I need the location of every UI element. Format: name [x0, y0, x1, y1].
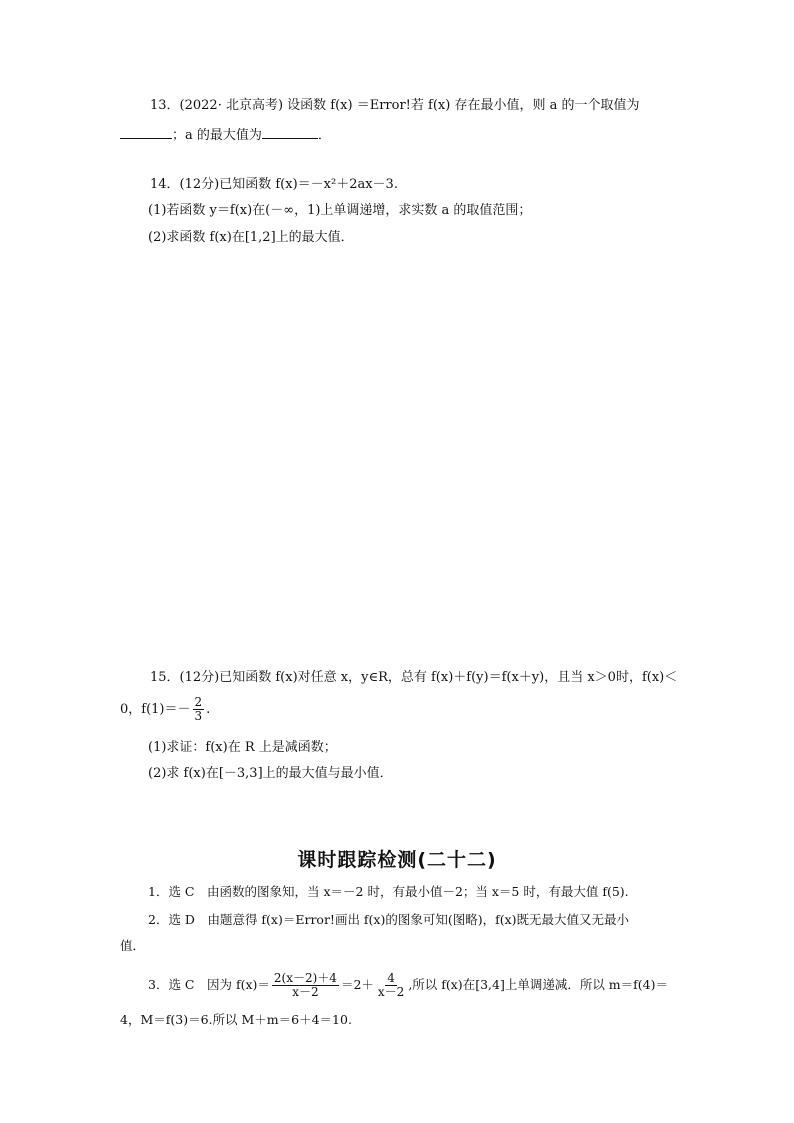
answer-1: 1．选 C 由函数的图象知，当 x＝－2 时，有最小值－2；当 x＝5 时，有最大值 f(5). — [148, 884, 629, 899]
q13-line2-text: ；a 的最大值为 — [172, 128, 262, 143]
answer-3-mid: ＝2＋ — [340, 977, 374, 992]
fraction-numerator: 2(x－2)＋4 — [273, 971, 337, 985]
answer-2-line1: 2．选 D 由题意得 f(x)＝Error!画出 f(x)的图象可知(图略)，f(x)既无最大值又无最小 — [148, 912, 630, 927]
q13-line2 — [120, 126, 331, 144]
fraction-denominator: x－2 — [377, 985, 405, 999]
answer-3-line1 — [148, 966, 668, 1004]
fraction-denominator: 3 — [194, 709, 203, 723]
section-title: 课时跟踪检测(二十二) — [297, 849, 497, 871]
q14-part1: (1)若函数 y＝f(x)在(－∞，1)上单调递增，求实数 a 的取值范围； — [148, 203, 532, 218]
answer-3-post: ,所以 f(x)在[3,4]上单调递减．所以 m＝f(4)＝ — [408, 977, 668, 992]
fraction-numerator: 2 — [194, 695, 203, 709]
q14-line1: 14．(12分)已知函数 f(x)＝－x²＋2ax－3. — [150, 177, 398, 192]
q15-line2 — [120, 696, 210, 723]
fraction-expression — [272, 972, 339, 999]
fraction-numerator: 4 — [387, 971, 395, 985]
q14-part2: (2)求函数 f(x)在[1,2]上的最大值． — [148, 230, 354, 245]
fraction-four-over — [376, 972, 406, 999]
answer-2-line2: 值． — [120, 938, 146, 953]
q15-part1: (1)求证：f(x)在 R 上是减函数； — [148, 740, 337, 755]
fraction-two-thirds — [193, 696, 205, 723]
answer-3-pre: 3．选 C 因为 f(x)＝ — [148, 977, 270, 992]
q15-line2-post: . — [206, 702, 211, 717]
fraction-denominator: x－2 — [292, 985, 319, 999]
q15-line1: 15．(12分)已知函数 f(x)对任意 x，y∈R，总有 f(x)＋f(y)＝f(x＋y)，且当 x＞0时，f(x)＜ — [150, 670, 678, 685]
q15-line2-pre: 0，f(1)＝－ — [120, 702, 191, 717]
q15-part2: (2)求 f(x)在[－3,3]上的最大值与最小值． — [148, 766, 393, 781]
q13-line1: 13．(2022· 北京高考) 设函数 f(x) ＝Error!若 f(x) 存在最小值，则 a 的一个取值为 — [150, 98, 640, 113]
q13-line2-end: ． — [317, 128, 331, 143]
answer-3-line2: 4，M＝f(3)＝6.所以 M＋m＝6＋4＝10. — [120, 1012, 352, 1027]
answer-blank-1 — [120, 126, 172, 139]
answer-blank-2 — [262, 126, 318, 139]
